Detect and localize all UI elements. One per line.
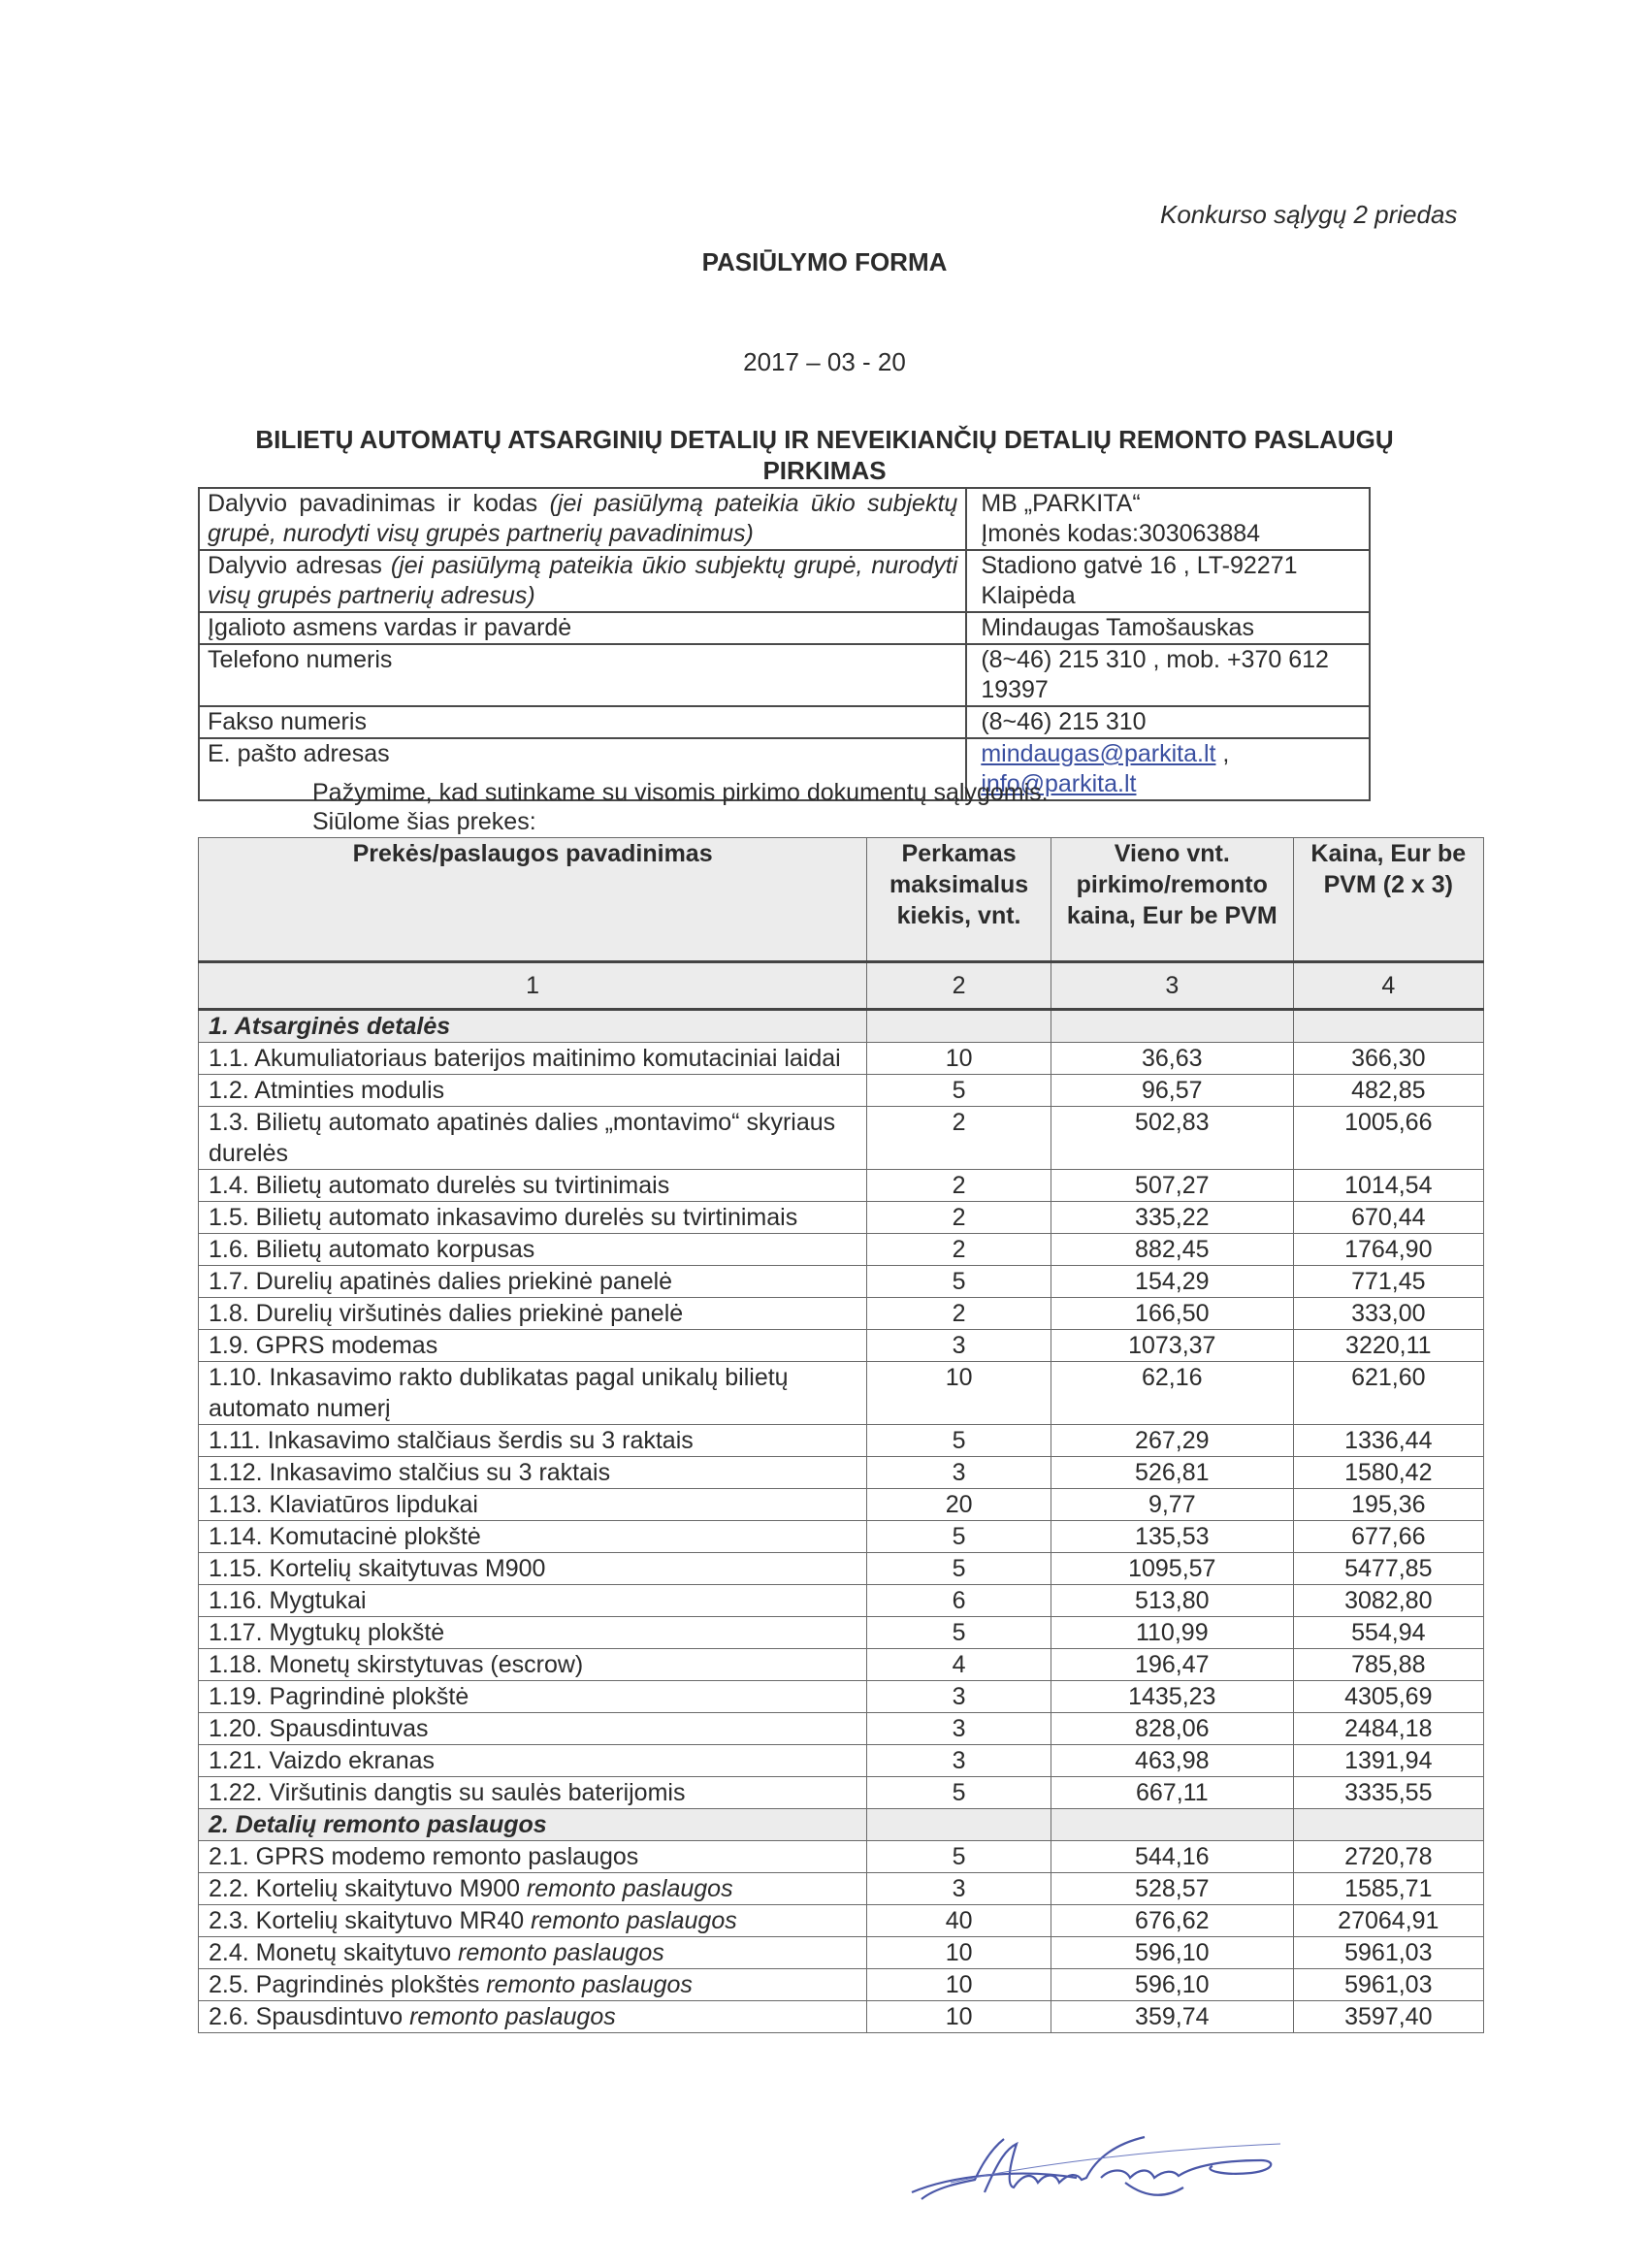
item-quantity: 10 xyxy=(867,1969,1051,2001)
item-quantity: 5 xyxy=(867,1266,1051,1298)
table-row xyxy=(199,1362,1484,1425)
table-row xyxy=(199,1266,1484,1298)
annex-label: Konkurso sąlygų 2 priedas xyxy=(1160,200,1458,229)
company-name: MB „PARKITA“ xyxy=(981,490,1141,517)
item-name-italic: remonto paslaugos xyxy=(531,1907,737,1934)
item-name-text: 2.3. Kortelių skaitytuvo MR40 xyxy=(209,1907,532,1934)
item-total: 27064,91 xyxy=(1293,1905,1483,1937)
item-total: 5961,03 xyxy=(1293,1937,1483,1969)
item-unit-price: 154,29 xyxy=(1051,1266,1293,1298)
column-number-row xyxy=(199,962,1484,1010)
item-total: 1005,66 xyxy=(1293,1107,1483,1170)
item-quantity: 3 xyxy=(867,1873,1051,1905)
info-label: E. pašto adresas xyxy=(199,738,966,800)
item-total: 2720,78 xyxy=(1293,1841,1483,1873)
item-name xyxy=(199,1043,867,1075)
item-name xyxy=(199,1266,867,1298)
item-name-text: 1.19. Pagrindinė plokštė xyxy=(209,1683,469,1710)
item-name xyxy=(199,1330,867,1362)
table-row xyxy=(199,1170,1484,1202)
header-name: Prekės/paslaugos pavadinimas xyxy=(199,838,867,962)
intro-line-2: Siūlome šias prekes: xyxy=(312,808,536,835)
form-title: PASIŪLYMO FORMA xyxy=(701,247,948,276)
item-unit-price: 110,99 xyxy=(1051,1617,1293,1649)
table-row xyxy=(199,1298,1484,1330)
item-unit-price: 359,74 xyxy=(1051,2001,1293,2033)
item-total: 670,44 xyxy=(1293,1202,1483,1234)
table-row xyxy=(199,1202,1484,1234)
table-row xyxy=(199,1425,1484,1457)
header-unit-price: Vieno vnt. pirkimo/remonto kaina, Eur be PVM xyxy=(1051,838,1293,962)
info-label xyxy=(199,488,966,550)
item-unit-price: 463,98 xyxy=(1051,1745,1293,1777)
item-unit-price: 62,16 xyxy=(1051,1362,1293,1425)
item-name xyxy=(199,1170,867,1202)
column-number: 2 xyxy=(867,962,1051,1010)
item-total: 771,45 xyxy=(1293,1266,1483,1298)
item-name-text: 1.10. Inkasavimo rakto dublikatas pagal unikalų bilietų automato numerį xyxy=(209,1364,789,1422)
item-quantity: 5 xyxy=(867,1841,1051,1873)
item-name xyxy=(199,1777,867,1809)
info-value: Stadiono gatvė 16 , LT-92271 Klaipėda xyxy=(966,550,1370,612)
empty-cell xyxy=(1051,1809,1293,1841)
label-hint: (jei pasiūlymą pateikia ūkio subjektų grupė, nurodyti visų grupės partnerių adresus) xyxy=(208,552,958,609)
item-unit-price: 544,16 xyxy=(1051,1841,1293,1873)
item-name-text: 1.13. Klaviatūros lipdukai xyxy=(209,1491,478,1518)
item-unit-price: 667,11 xyxy=(1051,1777,1293,1809)
document-date: 2017 – 03 - 20 xyxy=(743,347,906,376)
item-name-italic: remonto paslaugos xyxy=(409,2003,616,2030)
item-total: 1580,42 xyxy=(1293,1457,1483,1489)
info-row-name xyxy=(199,488,1370,550)
item-unit-price: 36,63 xyxy=(1051,1043,1293,1075)
item-quantity: 3 xyxy=(867,1457,1051,1489)
items-body xyxy=(199,1010,1484,2033)
table-row xyxy=(199,1107,1484,1170)
item-name-text: 1.6. Bilietų automato korpusas xyxy=(209,1236,535,1263)
item-total: 3220,11 xyxy=(1293,1330,1483,1362)
item-name-text: 1.1. Akumuliatoriaus baterijos maitinimo komutaciniai laidai xyxy=(209,1045,841,1072)
item-name xyxy=(199,1681,867,1713)
table-row xyxy=(199,1330,1484,1362)
item-unit-price: 166,50 xyxy=(1051,1298,1293,1330)
item-total: 677,66 xyxy=(1293,1521,1483,1553)
table-row xyxy=(199,2001,1484,2033)
label-hint: (jei pasiūlymą pateikia ūkio subjektų grupė, nurodyti visų grupės partnerių pavadinimus) xyxy=(208,490,958,547)
item-name xyxy=(199,1234,867,1266)
item-total: 5477,85 xyxy=(1293,1553,1483,1585)
signature-icon xyxy=(892,2120,1300,2226)
column-number: 3 xyxy=(1051,962,1293,1010)
item-unit-price: 96,57 xyxy=(1051,1075,1293,1107)
item-name-text: 1.21. Vaizdo ekranas xyxy=(209,1747,436,1774)
item-quantity: 2 xyxy=(867,1202,1051,1234)
item-name-text: 2.4. Monetų skaitytuvo xyxy=(209,1939,459,1966)
participant-info-table xyxy=(198,487,1371,801)
table-row xyxy=(199,1681,1484,1713)
info-row-person xyxy=(199,612,1370,644)
item-name-text: 1.22. Viršutinis dangtis su saulės baterijomis xyxy=(209,1779,686,1806)
info-row-address xyxy=(199,550,1370,612)
item-name xyxy=(199,1425,867,1457)
item-quantity: 3 xyxy=(867,1681,1051,1713)
item-unit-price: 135,53 xyxy=(1051,1521,1293,1553)
empty-cell xyxy=(867,1010,1051,1043)
item-name xyxy=(199,1649,867,1681)
item-total: 366,30 xyxy=(1293,1043,1483,1075)
intro-line-1: Pažymime, kad sutinkame su visomis pirkimo dokumentų sąlygomis. xyxy=(312,779,1049,806)
info-row-phone xyxy=(199,644,1370,706)
item-total: 554,94 xyxy=(1293,1617,1483,1649)
item-unit-price: 526,81 xyxy=(1051,1457,1293,1489)
item-name xyxy=(199,2001,867,2033)
info-value: Mindaugas Tamošauskas xyxy=(966,612,1370,644)
item-quantity: 10 xyxy=(867,1043,1051,1075)
table-row xyxy=(199,1777,1484,1809)
item-quantity: 4 xyxy=(867,1649,1051,1681)
table-row xyxy=(199,1937,1484,1969)
item-total: 3335,55 xyxy=(1293,1777,1483,1809)
section-title: 1. Atsarginės detalės xyxy=(199,1010,867,1043)
item-total: 5961,03 xyxy=(1293,1969,1483,2001)
section-row xyxy=(199,1809,1484,1841)
item-name xyxy=(199,1841,867,1873)
item-name-text: 2.6. Spausdintuvo xyxy=(209,2003,410,2030)
table-row xyxy=(199,1457,1484,1489)
item-total: 785,88 xyxy=(1293,1649,1483,1681)
item-name-text: 2.2. Kortelių skaitytuvo M900 xyxy=(209,1875,527,1902)
item-name-italic: remonto paslaugos xyxy=(486,1971,693,1998)
info-label: Telefono numeris xyxy=(199,644,966,706)
table-row xyxy=(199,1873,1484,1905)
item-total: 482,85 xyxy=(1293,1075,1483,1107)
item-total: 4305,69 xyxy=(1293,1681,1483,1713)
empty-cell xyxy=(867,1809,1051,1841)
info-label xyxy=(199,550,966,612)
item-total: 3597,40 xyxy=(1293,2001,1483,2033)
item-unit-price: 507,27 xyxy=(1051,1170,1293,1202)
item-quantity: 20 xyxy=(867,1489,1051,1521)
item-quantity: 10 xyxy=(867,2001,1051,2033)
table-row xyxy=(199,1841,1484,1873)
item-name xyxy=(199,1553,867,1585)
item-unit-price: 196,47 xyxy=(1051,1649,1293,1681)
item-unit-price: 596,10 xyxy=(1051,1937,1293,1969)
header-total: Kaina, Eur be PVM (2 x 3) xyxy=(1293,838,1483,962)
item-name-text: 2.1. GPRS modemo remonto paslaugos xyxy=(209,1843,639,1870)
item-name xyxy=(199,1457,867,1489)
item-quantity: 40 xyxy=(867,1905,1051,1937)
table-row xyxy=(199,1234,1484,1266)
table-row xyxy=(199,1745,1484,1777)
item-quantity: 5 xyxy=(867,1521,1051,1553)
item-unit-price: 1435,23 xyxy=(1051,1681,1293,1713)
company-code: Įmonės kodas:303063884 xyxy=(981,520,1261,547)
item-quantity: 10 xyxy=(867,1937,1051,1969)
label-text: Dalyvio pavadinimas ir kodas xyxy=(208,490,538,517)
section-title: 2. Detalių remonto paslaugos xyxy=(199,1809,867,1841)
item-unit-price: 513,80 xyxy=(1051,1585,1293,1617)
table-row xyxy=(199,1043,1484,1075)
item-name-text: 1.20. Spausdintuvas xyxy=(209,1715,429,1742)
email-link-1[interactable]: mindaugas@parkita.lt xyxy=(981,740,1216,767)
item-name xyxy=(199,1202,867,1234)
table-header-row xyxy=(199,838,1484,962)
item-total: 1764,90 xyxy=(1293,1234,1483,1266)
item-name-italic: remonto paslaugos xyxy=(458,1939,664,1966)
item-quantity: 6 xyxy=(867,1585,1051,1617)
item-name xyxy=(199,1362,867,1425)
item-name xyxy=(199,1489,867,1521)
item-unit-price: 1095,57 xyxy=(1051,1553,1293,1585)
info-value: (8~46) 215 310 xyxy=(966,706,1370,738)
item-quantity: 3 xyxy=(867,1330,1051,1362)
info-value: (8~46) 215 310 , mob. +370 612 19397 xyxy=(966,644,1370,706)
item-name-text: 1.11. Inkasavimo stalčiaus šerdis su 3 raktais xyxy=(209,1427,694,1454)
email-separator: , xyxy=(1215,740,1230,767)
item-name xyxy=(199,1937,867,1969)
item-unit-price: 502,83 xyxy=(1051,1107,1293,1170)
item-quantity: 10 xyxy=(867,1362,1051,1425)
table-row xyxy=(199,1969,1484,2001)
item-name-italic: remonto paslaugos xyxy=(526,1875,733,1902)
table-row xyxy=(199,1617,1484,1649)
table-row xyxy=(199,1905,1484,1937)
item-name xyxy=(199,1107,867,1170)
item-unit-price: 528,57 xyxy=(1051,1873,1293,1905)
item-name xyxy=(199,1745,867,1777)
item-quantity: 5 xyxy=(867,1553,1051,1585)
item-unit-price: 596,10 xyxy=(1051,1969,1293,2001)
info-row-fax xyxy=(199,706,1370,738)
item-name-text: 1.17. Mygtukų plokštė xyxy=(209,1619,445,1646)
item-name-text: 1.12. Inkasavimo stalčius su 3 raktais xyxy=(209,1459,611,1486)
item-unit-price: 9,77 xyxy=(1051,1489,1293,1521)
table-row xyxy=(199,1489,1484,1521)
item-quantity: 2 xyxy=(867,1107,1051,1170)
main-title: BILIETŲ AUTOMATŲ ATSARGINIŲ DETALIŲ IR NEVEIKIANČIŲ DETALIŲ REMONTO PASLAUGŲ PIRKIMAS xyxy=(255,425,1394,485)
item-name xyxy=(199,1969,867,2001)
info-label: Fakso numeris xyxy=(199,706,966,738)
header-quantity: Perkamas maksimalus kiekis, vnt. xyxy=(867,838,1051,962)
column-number: 1 xyxy=(199,962,867,1010)
item-quantity: 2 xyxy=(867,1234,1051,1266)
item-name-text: 1.3. Bilietų automato apatinės dalies „montavimo“ skyriaus durelės xyxy=(209,1109,836,1167)
item-quantity: 2 xyxy=(867,1170,1051,1202)
item-quantity: 5 xyxy=(867,1777,1051,1809)
item-total: 1391,94 xyxy=(1293,1745,1483,1777)
item-total: 333,00 xyxy=(1293,1298,1483,1330)
item-quantity: 5 xyxy=(867,1425,1051,1457)
item-name-text: 1.8. Durelių viršutinės dalies priekinė panelė xyxy=(209,1300,684,1327)
item-quantity: 3 xyxy=(867,1713,1051,1745)
item-name-text: 1.16. Mygtukai xyxy=(209,1587,367,1614)
item-name xyxy=(199,1521,867,1553)
section-row xyxy=(199,1010,1484,1043)
item-unit-price: 1073,37 xyxy=(1051,1330,1293,1362)
item-total: 1585,71 xyxy=(1293,1873,1483,1905)
email-link-2[interactable]: info@parkita.lt xyxy=(981,770,1137,797)
item-total: 1014,54 xyxy=(1293,1170,1483,1202)
item-total: 2484,18 xyxy=(1293,1713,1483,1745)
item-name-text: 1.18. Monetų skirstytuvas (escrow) xyxy=(209,1651,584,1678)
item-unit-price: 676,62 xyxy=(1051,1905,1293,1937)
item-quantity: 5 xyxy=(867,1617,1051,1649)
item-total: 3082,80 xyxy=(1293,1585,1483,1617)
info-value xyxy=(966,488,1370,550)
item-name xyxy=(199,1585,867,1617)
item-name-text: 1.2. Atminties modulis xyxy=(209,1077,445,1104)
table-row xyxy=(199,1553,1484,1585)
empty-cell xyxy=(1293,1010,1483,1043)
item-name-text: 1.4. Bilietų automato durelės su tvirtinimais xyxy=(209,1172,670,1199)
item-quantity: 3 xyxy=(867,1745,1051,1777)
label-text: Dalyvio adresas xyxy=(208,552,382,579)
item-name-text: 1.5. Bilietų automato inkasavimo durelės su tvirtinimais xyxy=(209,1204,798,1231)
item-total: 195,36 xyxy=(1293,1489,1483,1521)
column-number: 4 xyxy=(1293,962,1483,1010)
item-unit-price: 828,06 xyxy=(1051,1713,1293,1745)
item-quantity: 5 xyxy=(867,1075,1051,1107)
item-name xyxy=(199,1298,867,1330)
item-name-text: 1.9. GPRS modemas xyxy=(209,1332,438,1359)
item-name-text: 1.15. Kortelių skaitytuvas M900 xyxy=(209,1555,546,1582)
item-unit-price: 335,22 xyxy=(1051,1202,1293,1234)
item-name xyxy=(199,1905,867,1937)
empty-cell xyxy=(1293,1809,1483,1841)
table-row xyxy=(199,1521,1484,1553)
item-total: 1336,44 xyxy=(1293,1425,1483,1457)
item-name-text: 2.5. Pagrindinės plokštės xyxy=(209,1971,487,1998)
item-name-text: 1.7. Durelių apatinės dalies priekinė panelė xyxy=(209,1268,673,1295)
item-name xyxy=(199,1713,867,1745)
item-quantity: 2 xyxy=(867,1298,1051,1330)
item-name-text: 1.14. Komutacinė plokštė xyxy=(209,1523,481,1550)
table-row xyxy=(199,1713,1484,1745)
item-name xyxy=(199,1617,867,1649)
intro-text xyxy=(312,778,1049,836)
item-name xyxy=(199,1873,867,1905)
item-unit-price: 882,45 xyxy=(1051,1234,1293,1266)
items-table xyxy=(198,837,1484,2033)
empty-cell xyxy=(1051,1010,1293,1043)
info-label: Įgalioto asmens vardas ir pavardė xyxy=(199,612,966,644)
table-row xyxy=(199,1075,1484,1107)
item-unit-price: 267,29 xyxy=(1051,1425,1293,1457)
table-row xyxy=(199,1585,1484,1617)
table-row xyxy=(199,1649,1484,1681)
item-total: 621,60 xyxy=(1293,1362,1483,1425)
item-name xyxy=(199,1075,867,1107)
